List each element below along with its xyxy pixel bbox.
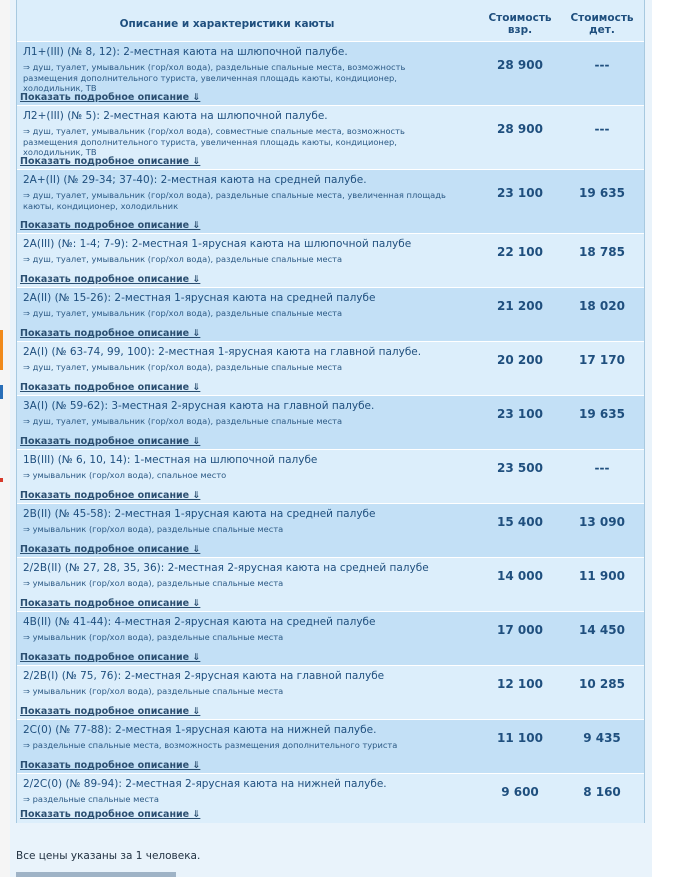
cabin-title: 2/2В(I) (№ 75, 76): 2-местная 2-ярусная каюта на главной палубе xyxy=(23,670,385,682)
show-details-link[interactable]: Показать подробное описание ⇓ xyxy=(20,809,201,820)
child-price: 17 170 xyxy=(579,353,625,367)
child-price: 19 635 xyxy=(579,186,625,200)
cabin-features: ⇒ душ, туалет, умывальник (гор/хол вода), раздельные спальные места xyxy=(23,416,343,426)
cabin-features: ⇒ душ, туалет, умывальник (гор/хол вода), раздельные спальные места, увеличенная площадь каюты, кондиционер, холодильник xyxy=(23,190,446,211)
cabin-features: ⇒ душ, туалет, умывальник (гор/хол вода), раздельные спальные места xyxy=(23,362,343,372)
table-row xyxy=(17,611,644,666)
cabin-title: 2А+(II) (№ 29-34; 37-40): 2-местная каюта на средней палубе. xyxy=(23,174,367,186)
child-price: 8 160 xyxy=(583,785,621,799)
adult-price: 23 500 xyxy=(497,461,543,475)
cabin-features: ⇒ раздельные спальные места xyxy=(23,794,159,804)
table-row xyxy=(17,169,644,234)
table-row xyxy=(17,449,644,504)
table-header xyxy=(17,0,644,41)
cabin-title: 4В(II) (№ 41-44): 4-местная 2-ярусная каюта на средней палубе xyxy=(23,616,376,628)
child-price: 14 450 xyxy=(579,623,625,637)
child-price: 19 635 xyxy=(579,407,625,421)
child-price: 13 090 xyxy=(579,515,625,529)
left-sidebar-edge xyxy=(0,0,10,877)
adult-price: 28 900 xyxy=(497,122,543,136)
adult-price: 22 100 xyxy=(497,245,543,259)
cabin-title: Л2+(III) (№ 5): 2-местная каюта на шлюпочной палубе. xyxy=(23,110,328,122)
table-row xyxy=(17,773,644,823)
adult-price: 21 200 xyxy=(497,299,543,313)
table-row xyxy=(17,557,644,612)
adult-price: 9 600 xyxy=(501,785,539,799)
cabin-features: ⇒ умывальник (гор/хол вода), спальное место xyxy=(23,470,227,480)
show-details-link[interactable]: Показать подробное описание ⇓ xyxy=(20,156,201,167)
cabin-title: 2А(III) (№: 1-4; 7-9): 2-местная 1-ярусная каюта на шлюпочной палубе xyxy=(23,238,412,250)
header-description: Описание и характеристики каюты xyxy=(119,18,335,30)
cabin-title: 2А(II) (№ 15-26): 2-местная 1-ярусная каюта на средней палубе xyxy=(23,292,376,304)
show-details-link[interactable]: Показать подробное описание ⇓ xyxy=(20,274,201,285)
cabin-title: 2/2С(0) (№ 89-94): 2-местная 2-ярусная каюта на нижней палубе. xyxy=(23,778,387,790)
table-row xyxy=(17,503,644,558)
table-row xyxy=(17,395,644,450)
main-content xyxy=(10,0,652,877)
child-price: --- xyxy=(594,461,610,475)
show-details-link[interactable]: Показать подробное описание ⇓ xyxy=(20,652,201,663)
show-details-link[interactable]: Показать подробное описание ⇓ xyxy=(20,544,201,555)
cabin-title: 2В(II) (№ 45-58): 2-местная 1-ярусная каюта на средней палубе xyxy=(23,508,376,520)
show-details-link[interactable]: Показать подробное описание ⇓ xyxy=(20,328,201,339)
show-details-link[interactable]: Показать подробное описание ⇓ xyxy=(20,92,201,103)
child-price: 18 785 xyxy=(579,245,625,259)
adult-price: 23 100 xyxy=(497,407,543,421)
adult-price: 15 400 xyxy=(497,515,543,529)
show-details-link[interactable]: Показать подробное описание ⇓ xyxy=(20,706,201,717)
cabin-features: ⇒ умывальник (гор/хол вода), раздельные спальные места xyxy=(23,524,284,534)
cabin-features: ⇒ умывальник (гор/хол вода), раздельные спальные места xyxy=(23,632,284,642)
cabin-title: 2А(I) (№ 63-74, 99, 100): 2-местная 1-ярусная каюта на главной палубе. xyxy=(23,346,422,358)
table-row xyxy=(17,233,644,288)
header-child-price: Стоимость дет. xyxy=(570,12,634,36)
cabin-features: ⇒ раздельные спальные места, возможность размещения дополнительного туриста xyxy=(23,740,398,750)
cabin-title: 2С(0) (№ 77-88): 2-местная 1-ярусная каюта на нижней палубе. xyxy=(23,724,377,736)
show-details-link[interactable]: Показать подробное описание ⇓ xyxy=(20,760,201,771)
adult-price: 17 000 xyxy=(497,623,543,637)
table-row xyxy=(17,719,644,774)
sidebar-fragment xyxy=(0,478,3,482)
show-details-link[interactable]: Показать подробное описание ⇓ xyxy=(20,220,201,231)
cabin-title: 2/2В(II) (№ 27, 28, 35, 36): 2-местная 2-ярусная каюта на средней палубе xyxy=(23,562,429,574)
cabin-features: ⇒ душ, туалет, умывальник (гор/хол вода), раздельные спальные места, возможность размещения дополнительного туриста, увеличенная площадь каюты, кондиционер, холодильник, ТВ xyxy=(23,62,406,93)
adult-price: 20 200 xyxy=(497,353,543,367)
cut-off-link xyxy=(16,872,176,877)
child-price: --- xyxy=(594,122,610,136)
table-row xyxy=(17,341,644,396)
adult-price: 14 000 xyxy=(497,569,543,583)
adult-price: 12 100 xyxy=(497,677,543,691)
cabin-title: Л1+(III) (№ 8, 12): 2-местная каюта на шлюпочной палубе. xyxy=(23,46,348,58)
table-row xyxy=(17,287,644,342)
adult-price: 11 100 xyxy=(497,731,543,745)
child-price: --- xyxy=(594,58,610,72)
show-details-link[interactable]: Показать подробное описание ⇓ xyxy=(20,490,201,501)
sidebar-fragment xyxy=(0,330,3,370)
table-row xyxy=(17,665,644,720)
cabin-features: ⇒ умывальник (гор/хол вода), раздельные спальные места xyxy=(23,578,284,588)
sidebar-fragment xyxy=(0,385,3,399)
adult-price: 28 900 xyxy=(497,58,543,72)
table-row xyxy=(17,105,644,170)
child-price: 9 435 xyxy=(583,731,621,745)
show-details-link[interactable]: Показать подробное описание ⇓ xyxy=(20,598,201,609)
show-details-link[interactable]: Показать подробное описание ⇓ xyxy=(20,436,201,447)
price-note: Все цены указаны за 1 человека. xyxy=(16,850,201,862)
cabin-features: ⇒ душ, туалет, умывальник (гор/хол вода), раздельные спальные места xyxy=(23,308,343,318)
child-price: 18 020 xyxy=(579,299,625,313)
child-price: 11 900 xyxy=(579,569,625,583)
cabin-title: 1В(III) (№ 6, 10, 14): 1-местная на шлюпочной палубе xyxy=(23,454,318,466)
table-row xyxy=(17,41,644,106)
cabin-features: ⇒ душ, туалет, умывальник (гор/хол вода), совместные спальные места, возможность размещения дополнительного туриста, увеличенная площадь каюты, кондиционер, холодильник, ТВ xyxy=(23,126,405,157)
cabin-features: ⇒ душ, туалет, умывальник (гор/хол вода), раздельные спальные места xyxy=(23,254,343,264)
cabin-title: 3А(I) (№ 59-62): 3-местная 2-ярусная каюта на главной палубе. xyxy=(23,400,375,412)
adult-price: 23 100 xyxy=(497,186,543,200)
cabin-features: ⇒ умывальник (гор/хол вода), раздельные спальные места xyxy=(23,686,284,696)
header-adult-price: Стоимость взр. xyxy=(488,12,552,36)
cabin-price-table xyxy=(16,0,645,823)
child-price: 10 285 xyxy=(579,677,625,691)
show-details-link[interactable]: Показать подробное описание ⇓ xyxy=(20,382,201,393)
